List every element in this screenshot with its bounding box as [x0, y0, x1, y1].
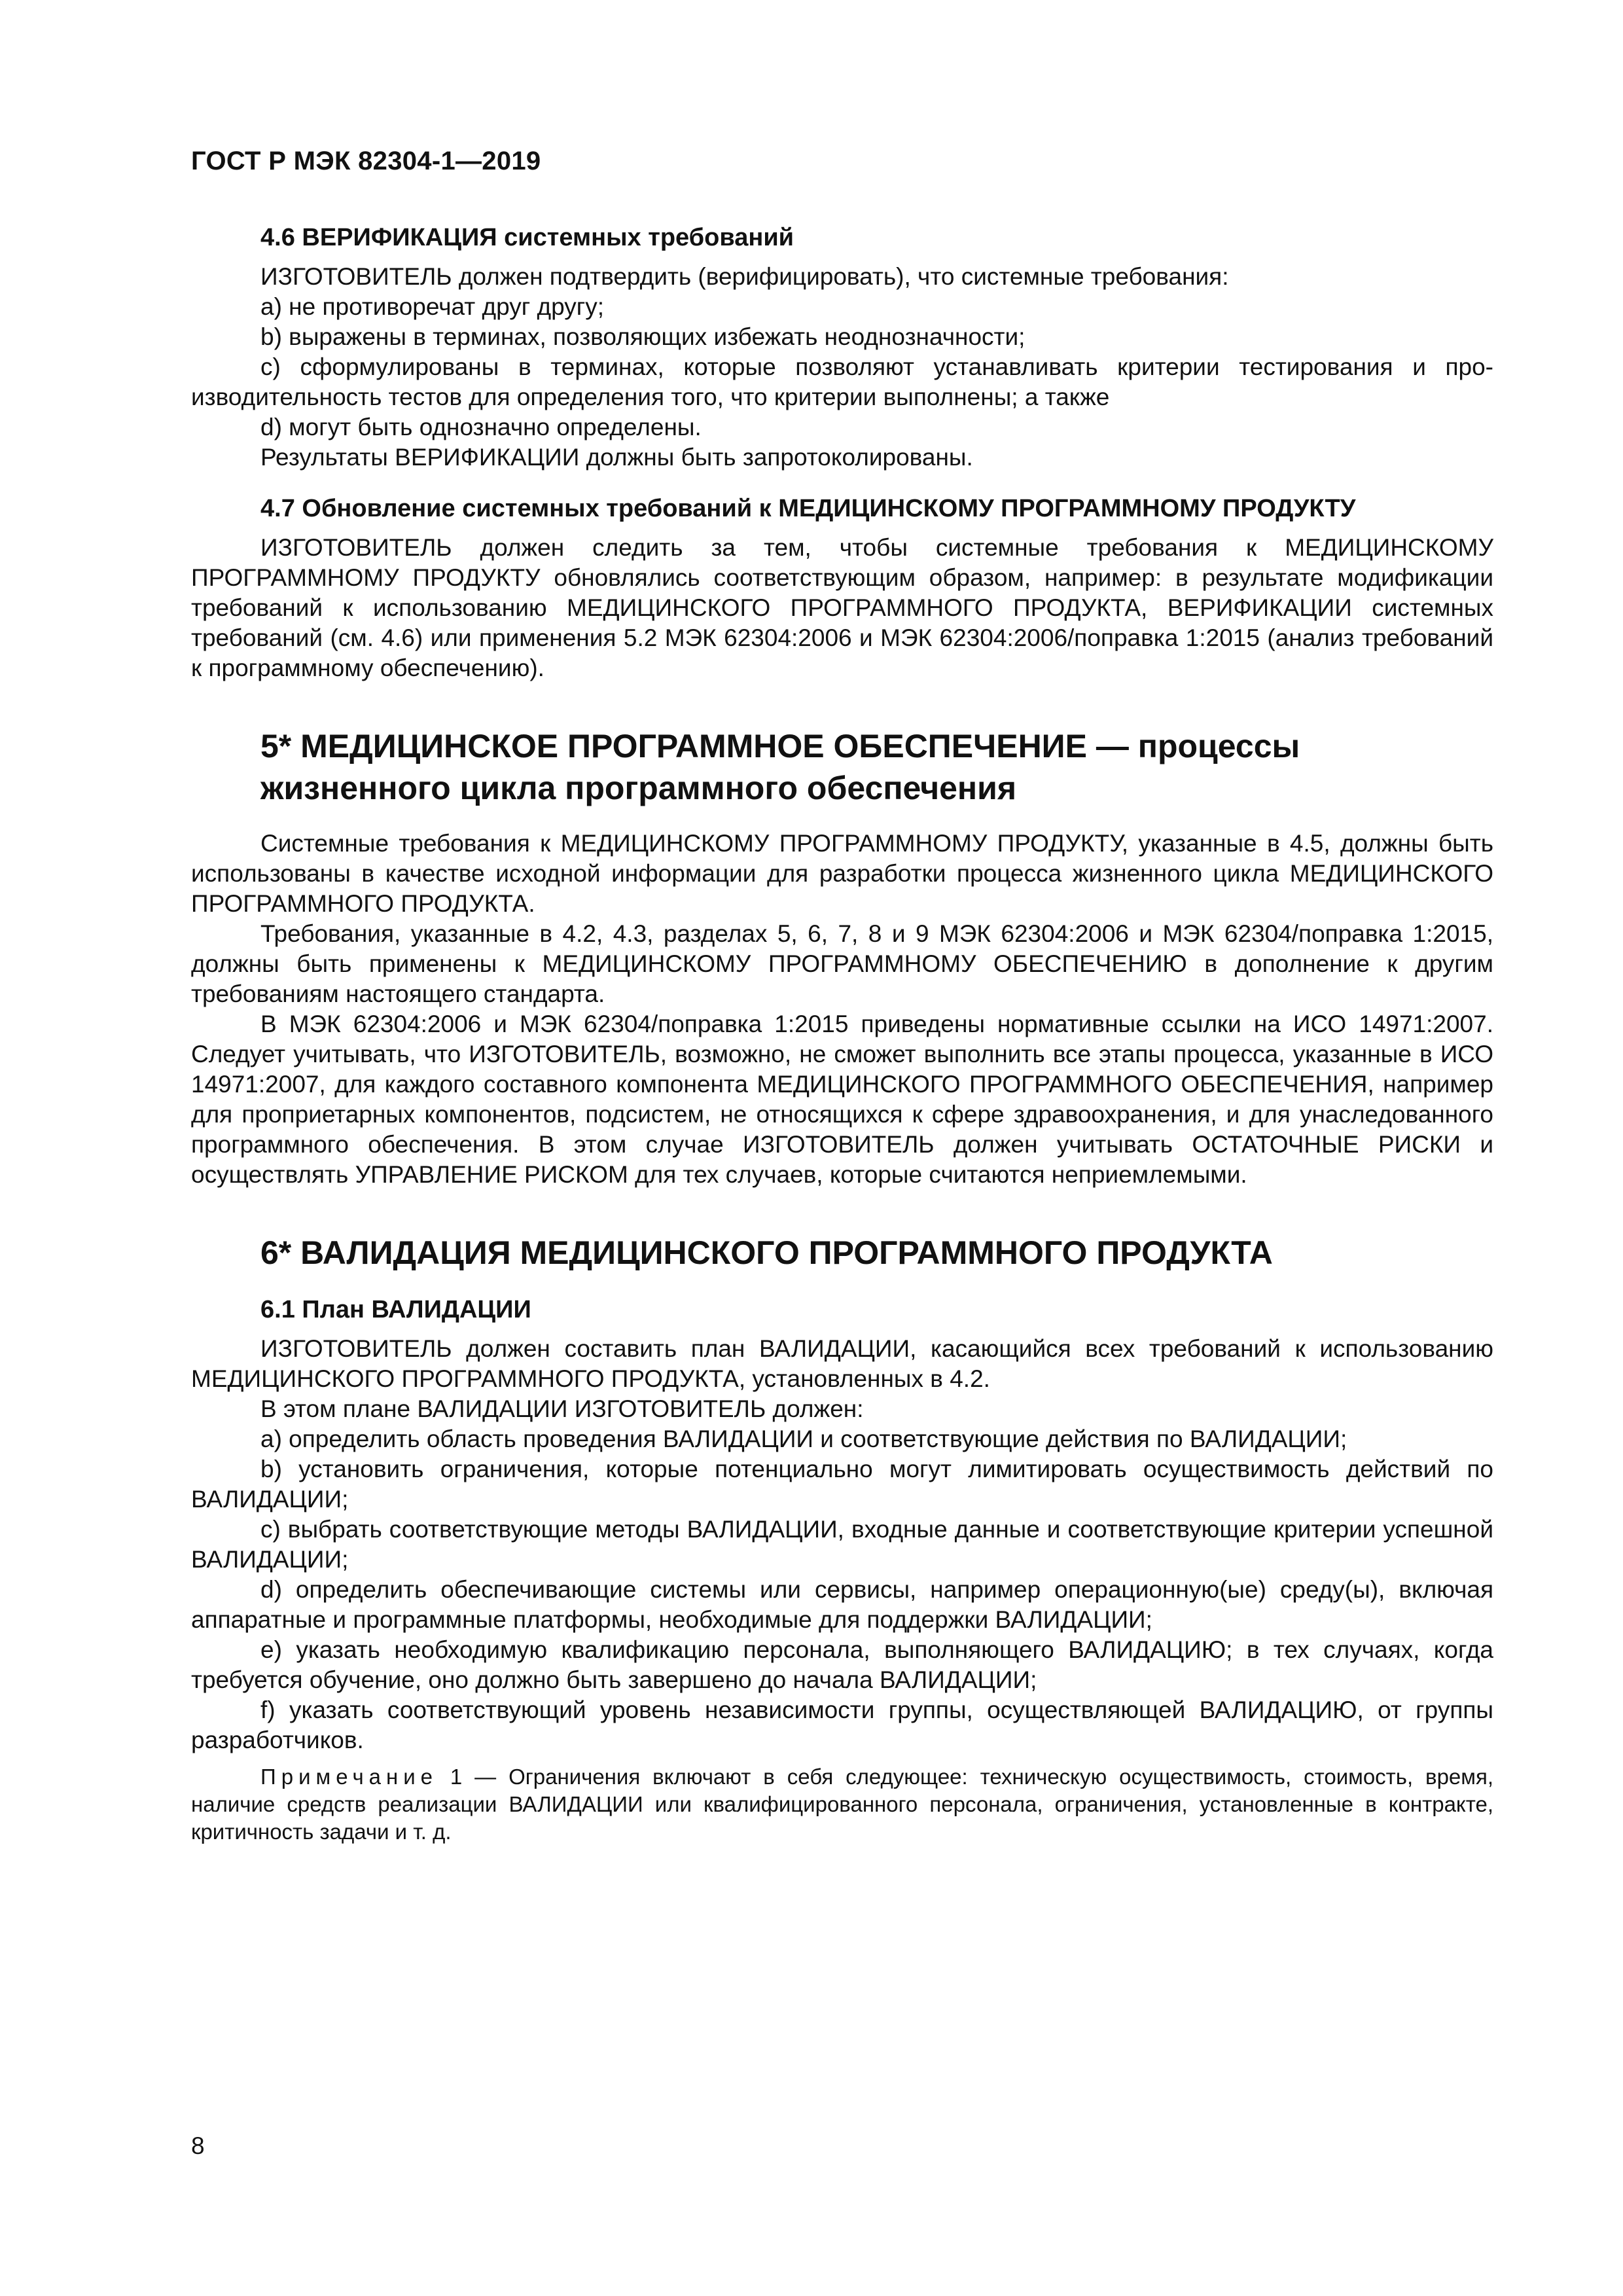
paragraph: ИЗГОТОВИТЕЛЬ должен составить план ВАЛИДАЦИИ, касающийся всех требований к использованию МЕДИЦИНСКОГО ПРОГРАММНОГО ПРОДУКТА, установленных в 4.2. — [191, 1335, 1493, 1392]
paragraph: В МЭК 62304:2006 и МЭК 62304/поправка 1:2015 приведены нормативные ссылки на ИСО 14971:2007. Следует учитывать, что ИЗГОТОВИТЕЛЬ, возможно, не сможет выполнить все этапы процесса, указанные в ИСО 14971:2007, для каждого составного компонента МЕДИЦИНСКОГО ПРОГРАММНОГО ОБЕСПЕЧЕНИЯ, например для проприетарных компонентов, подсистем, не относящихся к сфере здравоохранения, и для унаследованного программного обеспечения. В этом случае ИЗГОТОВИТЕЛЬ должен учитывать ОСТАТОЧНЫЕ РИСКИ и осуществлять УПРАВЛЕНИЕ РИСКОМ для тех случаев, которые считаются неприемлемыми. — [191, 1011, 1493, 1188]
paragraph: ИЗГОТОВИТЕЛЬ должен подтвердить (верифицировать), что системные требования: — [260, 263, 1229, 290]
note-label: Примечание — [260, 1765, 438, 1789]
list-item: f) указать соответствующий уровень независимости группы, осуществляющей ВАЛИДАЦИЮ, от группы разработчиков. — [191, 1696, 1493, 1753]
paragraph: В этом плане ВАЛИДАЦИИ ИЗГОТОВИТЕЛЬ должен: — [260, 1395, 864, 1422]
page-number: 8 — [191, 2132, 205, 2159]
list-item: d) могут быть однозначно определены. — [260, 414, 702, 440]
list-item: a) не противоречат друг другу; — [260, 293, 605, 320]
paragraph: Результаты ВЕРИФИКАЦИИ должны быть запротоколированы. — [260, 444, 973, 471]
note — [191, 1763, 1493, 1846]
page-content — [191, 221, 1493, 1846]
list-item: a) определить область проведения ВАЛИДАЦИИ и соответствующие действия по ВАЛИДАЦИИ; — [260, 1426, 1347, 1452]
paragraph: ИЗГОТОВИТЕЛЬ должен следить за тем, чтобы системные требования к МЕДИЦИНСКОМУ ПРОГРАММНОМУ ПРОДУКТУ обновлялись соответствующим образом, например: в результате модификации требований к использованию МЕДИЦИНСКОГО ПРОГРАММНОГО ПРОДУКТА, ВЕРИФИКАЦИИ системных требований (см. 4.6) или применения 5.2 МЭК 62304:2006 и МЭК 62304:2006/поправка 1:2015 (анализ требований к программному обеспечению). — [191, 534, 1493, 681]
section-5-heading: 5* МЕДИЦИНСКОЕ ПРОГРАММНОЕ ОБЕСПЕЧЕНИЕ — процессы жизненного цикла программного обеспечения — [260, 728, 1300, 806]
paragraph: Системные требования к МЕДИЦИНСКОМУ ПРОГРАММНОМУ ПРОДУКТУ, указанные в 4.5, должны быть использованы в качестве исходной информации для разработки процесса жизненного цикла МЕДИЦИНСКОГО ПРОГРАММНОГО ПРОДУКТА. — [191, 830, 1493, 917]
section-4-7-heading: 4.7 Обновление системных требований к МЕДИЦИНСКОМУ ПРОГРАММНОМУ ПРОДУКТУ — [260, 495, 1356, 522]
paragraph: Требования, указанные в 4.2, 4.3, разделах 5, 6, 7, 8 и 9 МЭК 62304:2006 и МЭК 62304/поправка 1:2015, должны быть применены к МЕДИЦИНСКОМУ ПРОГРАММНОМУ ОБЕСПЕЧЕНИЮ в дополнение к другим требованиям настоящего стандарта. — [191, 920, 1493, 1007]
section-4-6-heading: 4.6 ВЕРИФИКАЦИЯ системных требований — [260, 224, 794, 251]
list-item: d) определить обеспечивающие системы или сервисы, например операционную(ые) среду(ы), включая аппаратные и программные платформы, необходимые для поддержки ВАЛИДАЦИИ; — [191, 1576, 1493, 1633]
list-item: c) сформулированы в терминах, которые позволяют устанавливать критерии тестирования и производительность тестов для определения того, что критерии выполнены; а также — [191, 353, 1493, 410]
list-item: e) указать необходимую квалификацию персонала, выполняющего ВАЛИДАЦИЮ; в тех случаях, когда требуется обучение, оно должно быть завершено до начала ВАЛИДАЦИИ; — [191, 1636, 1493, 1693]
list-item: b) установить ограничения, которые потенциально могут лимитировать осуществимость действий по ВАЛИДАЦИИ; — [191, 1456, 1493, 1513]
section-6-1-heading: 6.1 План ВАЛИДАЦИИ — [260, 1296, 531, 1323]
document-header: ГОСТ Р МЭК 82304-1—2019 — [191, 147, 541, 175]
section-6-heading: 6* ВАЛИДАЦИЯ МЕДИЦИНСКОГО ПРОГРАММНОГО ПРОДУКТА — [260, 1234, 1273, 1271]
list-item: b) выражены в терминах, позволяющих избежать неоднозначности; — [260, 323, 1026, 350]
list-item: c) выбрать соответствующие методы ВАЛИДАЦИИ, входные данные и соответствующие критерии успешной ВАЛИДАЦИИ; — [191, 1516, 1493, 1573]
note-text: 1 — Ограничения включают в себя следующее: техническую осуществимость, стоимость, время, наличие средств реализации ВАЛИДАЦИИ или квалифицированного персонала, ограничения, установленные в контракте, критичность задачи и т. д. — [191, 1765, 1494, 1844]
